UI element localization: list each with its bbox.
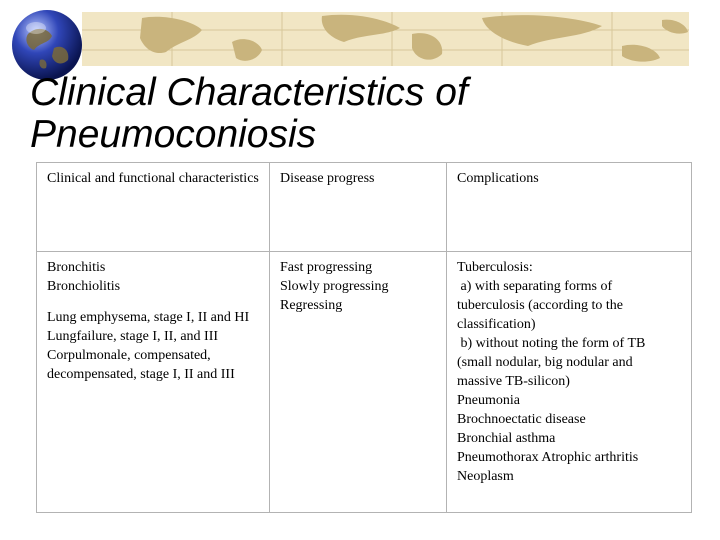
world-map-icon <box>82 12 689 66</box>
header-cell-complications: Complications <box>447 163 692 252</box>
list-item: Brochnoectatic disease <box>457 412 586 427</box>
list-item: Pneumonia <box>457 393 520 408</box>
cell-disease-progress <box>270 252 447 513</box>
list-item: a) with separating forms of tuberculosis (according to the classification) <box>457 279 627 332</box>
list-item: b) without noting the form of TB (small nodular, big nodular and massive TB-silicon) <box>457 336 649 389</box>
list-item: Bronchiolitis <box>47 279 121 294</box>
list-item: Fast progressing <box>280 260 373 275</box>
characteristics-table <box>36 162 692 513</box>
list-item: Pneumothorax Atrophic arthritis Neoplasm <box>457 450 642 484</box>
list-item: Regressing <box>280 298 343 313</box>
cell-clinical-characteristics <box>37 252 270 513</box>
table-header-row <box>37 163 692 252</box>
list-item: Corpulmonale, compensated, decompensated, stage I, II and III <box>47 348 235 382</box>
header-cell-progress: Disease progress <box>270 163 447 252</box>
title-line-2: Pneumoconiosis <box>30 113 317 156</box>
title-line-1: Clinical Characteristics of <box>30 71 468 114</box>
page-title <box>30 72 468 156</box>
list-item: Lungfailure, stage I, II, and III <box>47 329 219 344</box>
cell-complications <box>447 252 692 513</box>
world-map-banner <box>82 12 689 66</box>
list-item: Slowly progressing <box>280 279 389 294</box>
table-row <box>37 252 692 513</box>
header-cell-clinical: Clinical and functional characteristics <box>37 163 270 252</box>
list-item: Lung emphysema, stage I, II and HI <box>47 310 250 325</box>
list-item: Tuberculosis: <box>457 260 533 275</box>
list-item: Bronchial asthma <box>457 431 556 446</box>
list-item: Bronchitis <box>47 260 106 275</box>
